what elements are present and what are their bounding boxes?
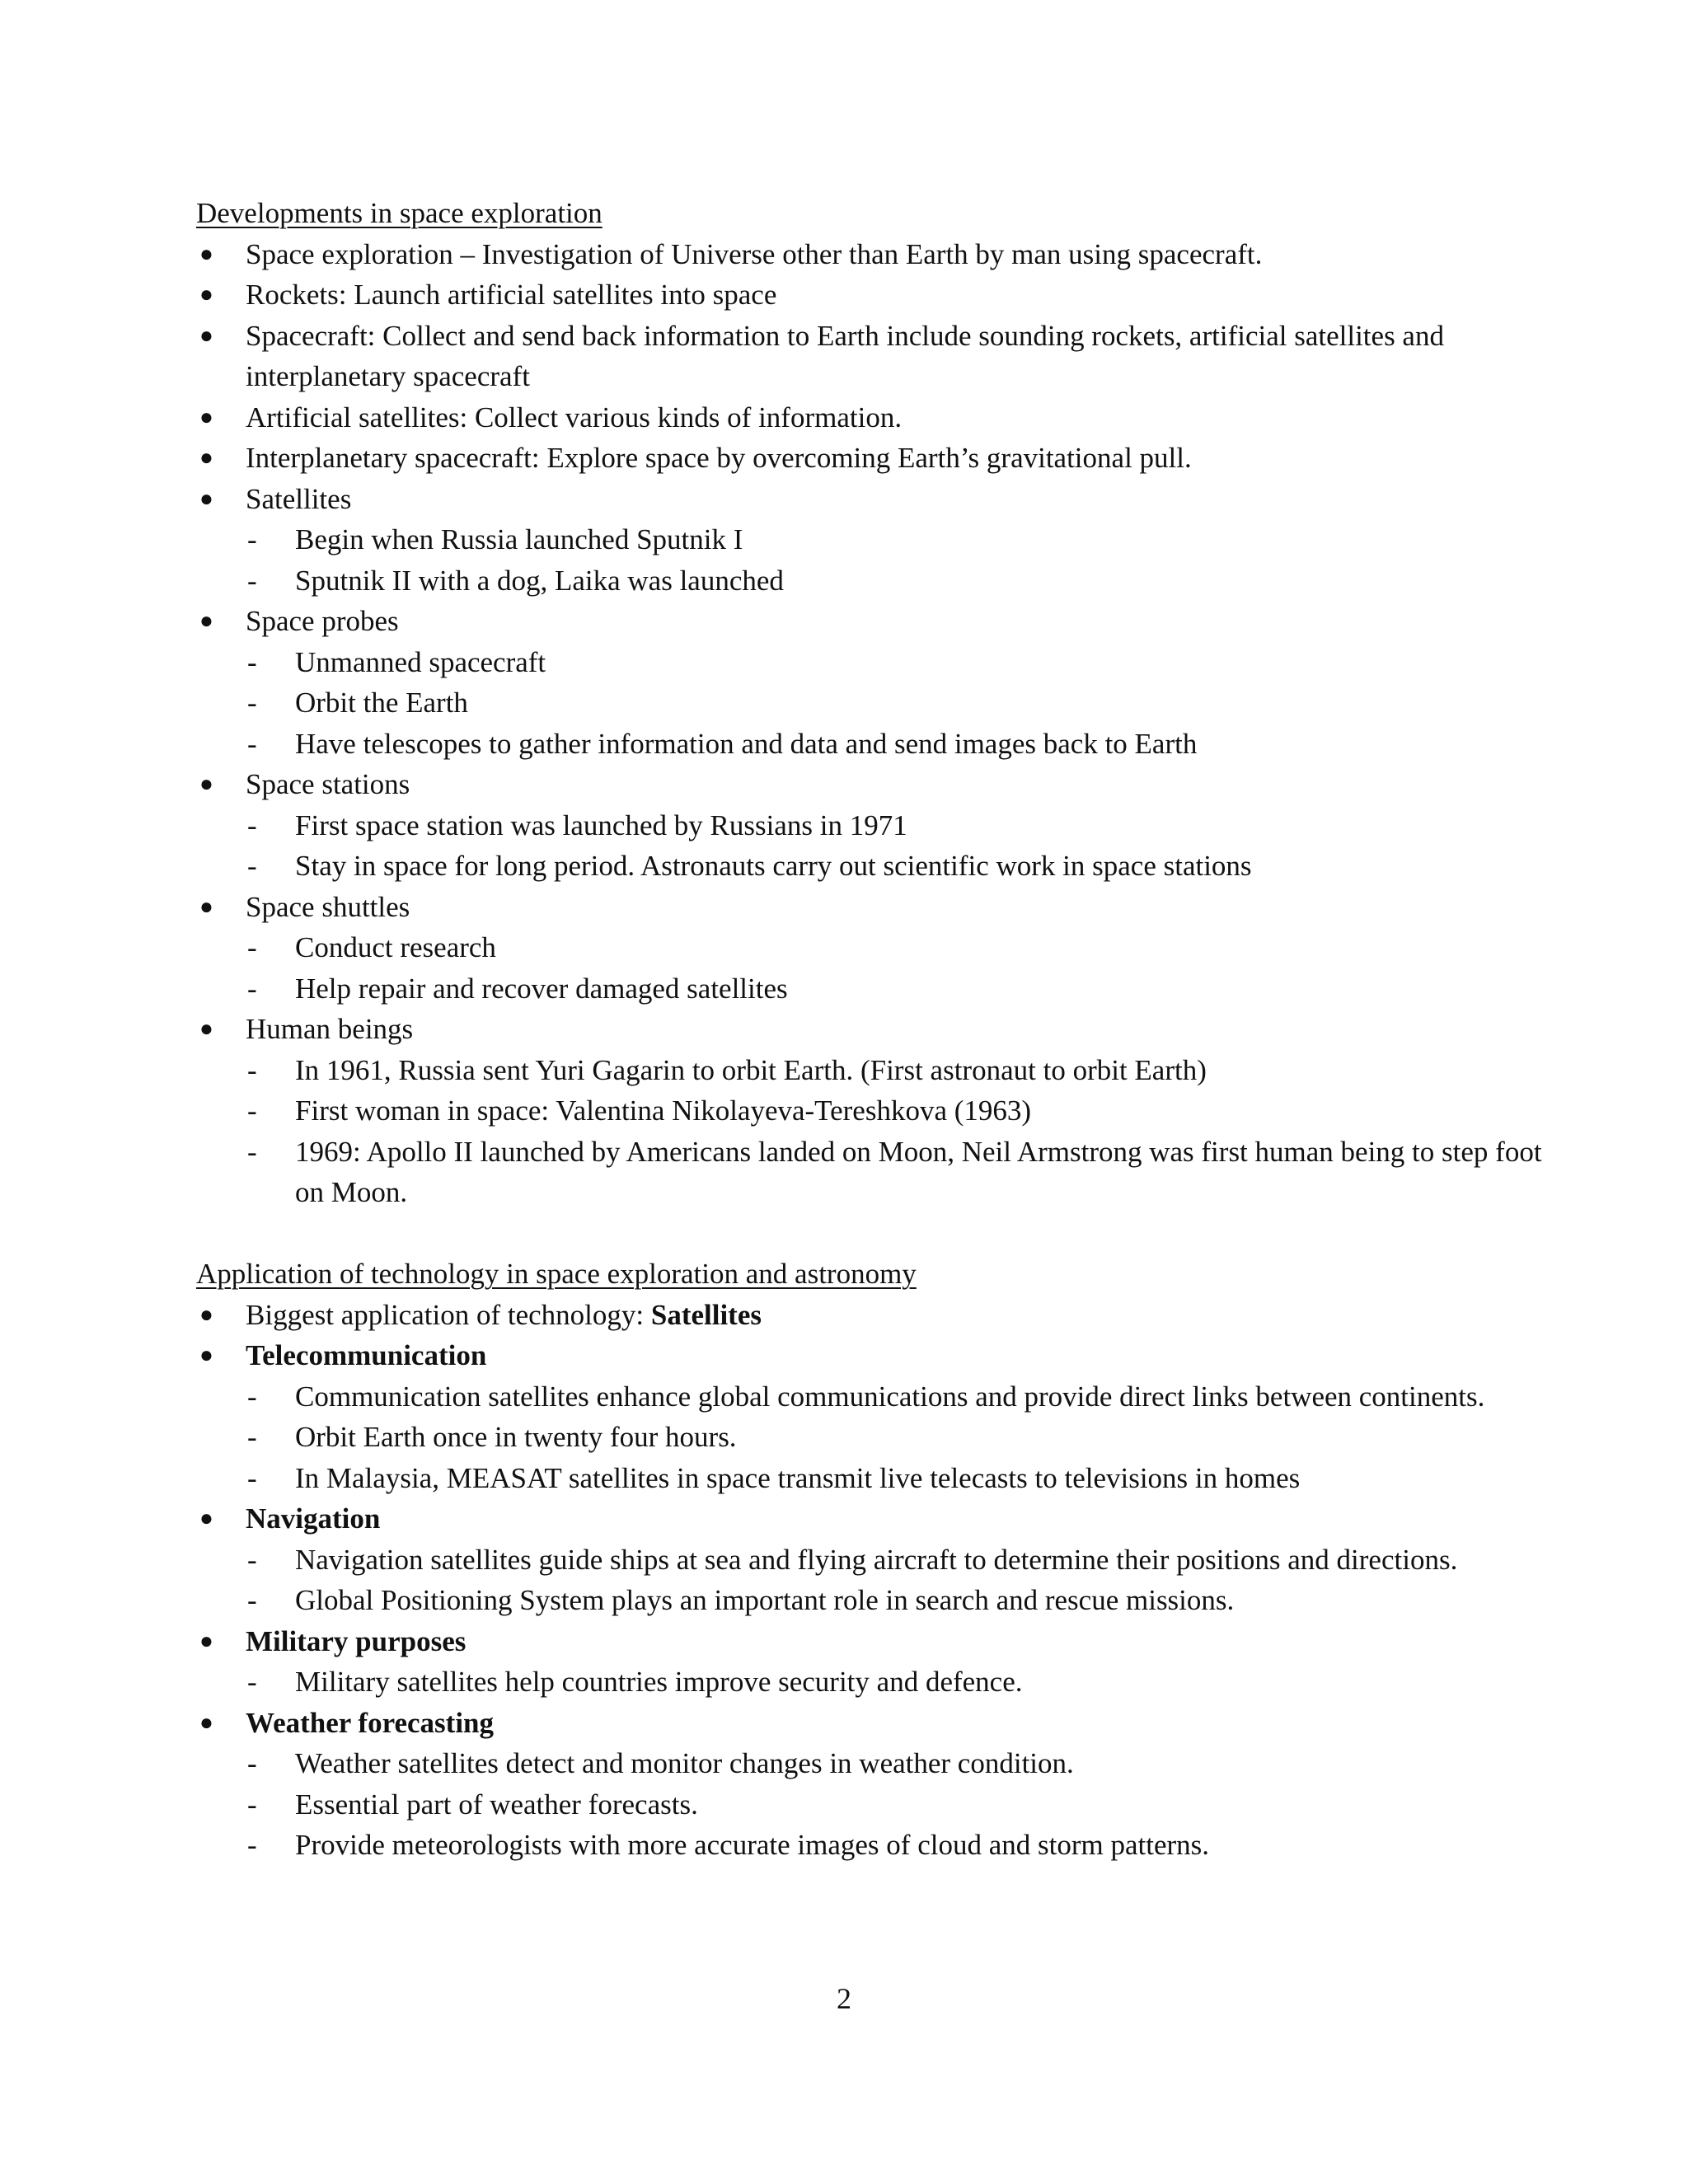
bullet-item <box>196 438 1548 479</box>
bullet-text: Telecommunication <box>246 1339 487 1371</box>
dash-text: Begin when Russia launched Sputnik I <box>295 523 743 555</box>
dash-text: Provide meteorologists with more accurate images of cloud and storm patterns. <box>295 1829 1210 1861</box>
bullet-item <box>196 764 1548 887</box>
dash-text: Stay in space for long period. Astronauts carry out scientific work in space stations <box>295 850 1252 882</box>
bullet-item <box>196 397 1548 438</box>
dash-item <box>246 642 1548 683</box>
dash-item <box>246 1661 1548 1703</box>
bullet-icon: ● <box>199 404 213 430</box>
bullet-text: Space exploration – Investigation of Universe other than Earth by man using spacecraft. <box>246 237 1263 270</box>
dash-list <box>246 1376 1548 1499</box>
bullet-icon: ● <box>199 1628 213 1654</box>
dash-text: Orbit the Earth <box>295 687 468 719</box>
dash-item <box>246 1784 1548 1825</box>
bullet-item <box>196 1703 1548 1866</box>
dash-item <box>246 1580 1548 1621</box>
dash-text: Global Positioning System plays an important role in search and rescue missions. <box>295 1584 1235 1616</box>
bullet-item <box>196 316 1548 397</box>
dash-text: Conduct research <box>295 931 496 963</box>
bullet-text: Navigation <box>246 1502 381 1535</box>
dash-item <box>246 1743 1548 1784</box>
dash-item <box>246 927 1548 968</box>
dash-list <box>246 1743 1548 1866</box>
bullet-icon: ● <box>199 893 213 920</box>
bullet-icon: ● <box>199 608 213 634</box>
dash-text: Communication satellites enhance global communications and provide direct links between continents. <box>295 1380 1485 1413</box>
dash-icon: - <box>247 645 257 678</box>
bullet-item <box>196 1009 1548 1213</box>
bullet-text: Interplanetary spacecraft: Explore space by overcoming Earth’s gravitational pull. <box>246 442 1192 474</box>
bullet-bold-text: Satellites <box>650 1298 762 1331</box>
dash-list <box>246 1661 1548 1703</box>
dash-item <box>246 682 1548 724</box>
bullet-icon: ● <box>199 241 213 267</box>
bullet-item <box>196 601 1548 764</box>
bullet-list <box>196 1295 1548 1866</box>
dash-item <box>246 805 1548 846</box>
bullet-text: Human beings <box>246 1013 414 1045</box>
dash-icon: - <box>247 1135 257 1168</box>
dash-text: First space station was launched by Russians in 1971 <box>295 808 907 841</box>
bullet-item <box>196 274 1548 316</box>
dash-item <box>246 846 1548 887</box>
dash-item <box>246 1540 1548 1581</box>
bullet-item <box>196 1335 1548 1498</box>
bullet-text: Space stations <box>246 768 410 800</box>
dash-icon: - <box>247 1094 257 1127</box>
dash-text: Have telescopes to gather information and data and send images back to Earth <box>295 727 1198 760</box>
dash-list <box>246 927 1548 1009</box>
bullet-icon: ● <box>199 1343 213 1368</box>
dash-icon: - <box>247 687 257 719</box>
dash-icon: - <box>247 1666 257 1698</box>
dash-item <box>246 1090 1548 1132</box>
bullet-item <box>196 887 1548 1010</box>
dash-item <box>246 560 1548 602</box>
bullet-text: Space probes <box>246 605 399 637</box>
dash-list <box>246 519 1548 601</box>
dash-list <box>246 1540 1548 1621</box>
dash-icon: - <box>247 1461 257 1494</box>
dash-text: Sputnik II with a dog, Laika was launched <box>295 564 784 597</box>
bullet-list <box>196 234 1548 1213</box>
dash-icon: - <box>247 1829 257 1861</box>
bullet-text: Satellites <box>246 482 352 515</box>
bullet-item <box>196 1498 1548 1621</box>
bullet-text: Artificial satellites: Collect various kinds of information. <box>246 401 903 434</box>
dash-text: Orbit Earth once in twenty four hours. <box>295 1421 737 1453</box>
bullet-icon: ● <box>199 1016 213 1042</box>
dash-list <box>246 1050 1548 1213</box>
page-number: 2 <box>837 1982 851 2015</box>
dash-icon: - <box>247 850 257 882</box>
dash-text: Military satellites help countries improve security and defence. <box>295 1666 1023 1698</box>
dash-icon: - <box>247 727 257 760</box>
dash-icon: - <box>247 564 257 597</box>
dash-item <box>246 1050 1548 1091</box>
bullet-text: Spacecraft: Collect and send back information to Earth include sounding rockets, artificial satellites and interplanetary spacecraft <box>246 319 1444 392</box>
dash-item <box>246 1132 1548 1213</box>
dash-list <box>246 642 1548 765</box>
bullet-icon: ● <box>199 485 213 512</box>
bullet-icon: ● <box>199 771 213 797</box>
bullet-text: Biggest application of technology: <box>246 1298 651 1331</box>
bullet-text: Military purposes <box>246 1624 467 1657</box>
dash-icon: - <box>247 1543 257 1576</box>
dash-icon: - <box>247 808 257 841</box>
dash-item <box>246 519 1548 560</box>
document-content <box>196 193 1548 1866</box>
dash-list <box>246 805 1548 887</box>
bullet-item <box>196 479 1548 602</box>
bullet-text: Space shuttles <box>246 890 410 923</box>
bullet-item <box>196 234 1548 275</box>
dash-icon: - <box>247 1380 257 1413</box>
bullet-text: Weather forecasting <box>246 1706 495 1739</box>
dash-item <box>246 1458 1548 1499</box>
dash-text: 1969: Apollo II launched by Americans landed on Moon, Neil Armstrong was first human being to step foot on Moon. <box>295 1135 1542 1208</box>
dash-icon: - <box>247 1421 257 1453</box>
dash-text: Unmanned spacecraft <box>295 645 546 678</box>
dash-text: First woman in space: Valentina Nikolayeva-Tereshkova (1963) <box>295 1094 1032 1127</box>
bullet-icon: ● <box>199 1709 213 1736</box>
bullet-item <box>196 1621 1548 1703</box>
bullet-icon: ● <box>199 1301 213 1328</box>
dash-text: Navigation satellites guide ships at sea and flying aircraft to determine their positions and directions. <box>295 1543 1458 1576</box>
dash-icon: - <box>247 1788 257 1821</box>
bullet-icon: ● <box>199 1506 213 1531</box>
dash-icon: - <box>247 972 257 1005</box>
dash-icon: - <box>247 523 257 555</box>
dash-icon: - <box>247 1747 257 1779</box>
dash-item <box>246 1417 1548 1458</box>
dash-text: In 1961, Russia sent Yuri Gagarin to orbit Earth. (First astronaut to orbit Earth) <box>295 1053 1207 1086</box>
dash-item <box>246 1376 1548 1418</box>
dash-text: In Malaysia, MEASAT satellites in space transmit live telecasts to televisions in homes <box>295 1461 1301 1494</box>
section-heading: Application of technology in space exploration and astronomy <box>196 1258 917 1290</box>
dash-item <box>246 1825 1548 1866</box>
dash-icon: - <box>247 1053 257 1086</box>
dash-icon: - <box>247 931 257 963</box>
bullet-icon: ● <box>199 322 213 349</box>
dash-text: Essential part of weather forecasts. <box>295 1788 698 1821</box>
dash-item <box>246 724 1548 765</box>
section-spacer <box>196 1213 1548 1254</box>
bullet-item <box>196 1295 1548 1336</box>
dash-item <box>246 968 1548 1010</box>
section-heading: Developments in space exploration <box>196 197 603 229</box>
dash-icon: - <box>247 1584 257 1616</box>
dash-text: Weather satellites detect and monitor changes in weather condition. <box>295 1747 1074 1779</box>
dash-text: Help repair and recover damaged satellites <box>295 972 788 1005</box>
bullet-icon: ● <box>199 445 213 471</box>
bullet-icon: ● <box>199 282 213 307</box>
bullet-text: Rockets: Launch artificial satellites into space <box>246 279 777 311</box>
